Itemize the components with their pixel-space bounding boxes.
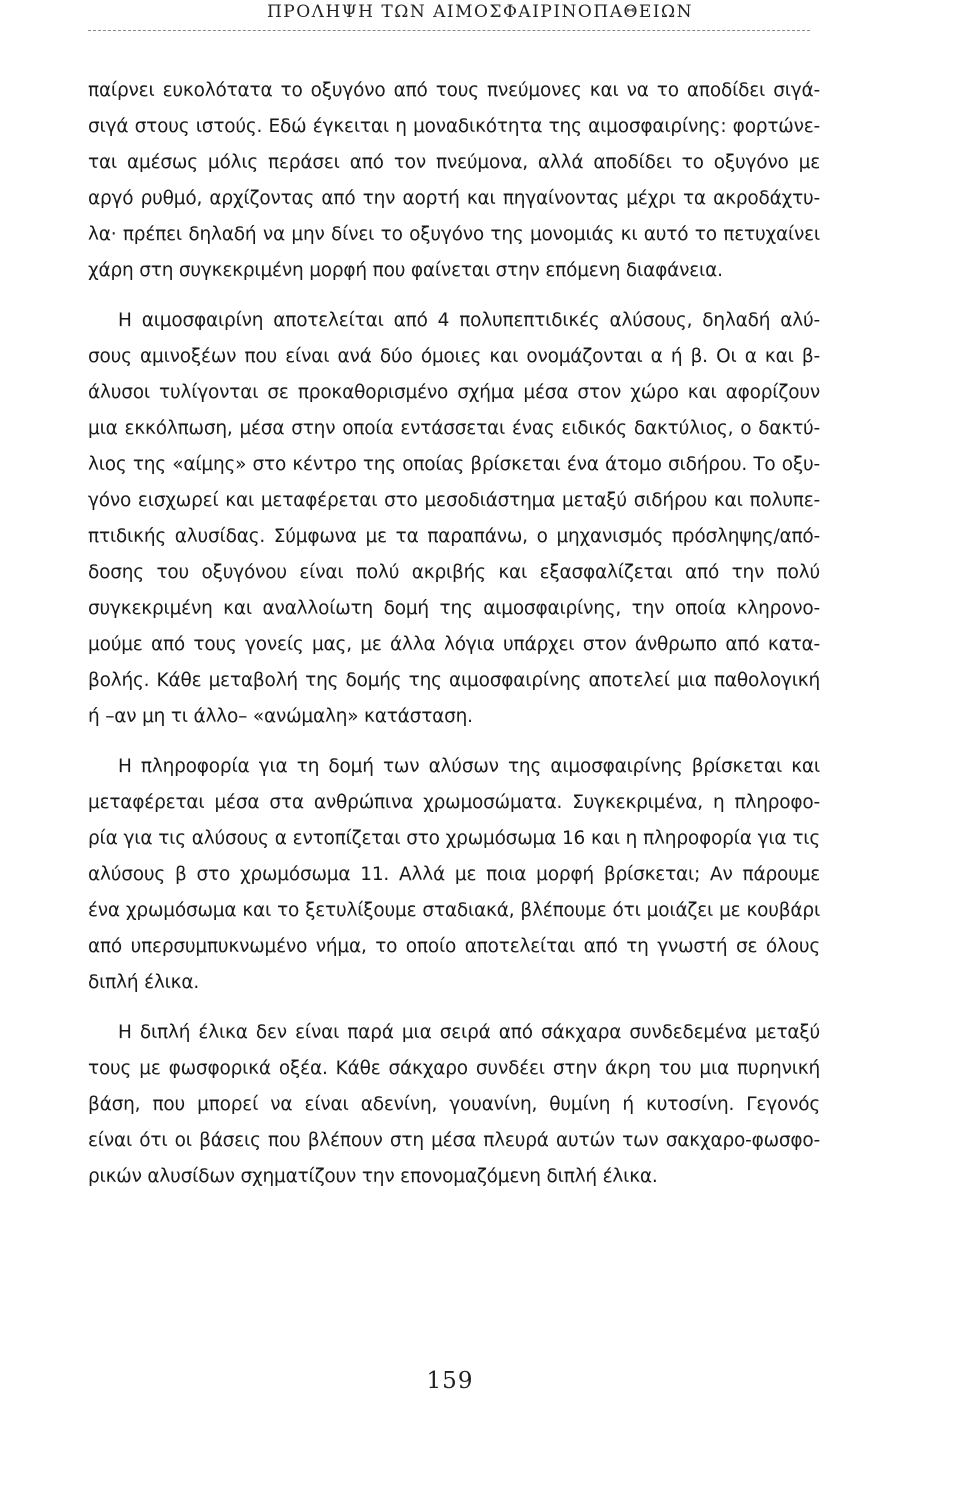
paragraph-1: [88, 73, 820, 289]
text-line: από υπερσυμπυκνωμένο νήμα, το οποίο αποτελείται από τη γνωστή σε όλους: [88, 936, 820, 957]
paragraph-2: [88, 303, 820, 735]
text-line: ρικών αλυσίδων σχηματίζουν την επονομαζόμενη διπλή έλικα.: [88, 1166, 658, 1187]
text-line: παίρνει ευκολότατα το οξυγόνο από τους πνεύμονες και να το αποδίδει σιγά-: [88, 80, 820, 101]
paragraph-4: [88, 1015, 820, 1195]
page-number: 159: [426, 1368, 474, 1394]
paragraph-gap: [88, 1001, 820, 1015]
text-line: βολής. Κάθε μεταβολή της δομής της αιμοσφαιρίνης αποτελεί μια παθολογική: [88, 670, 820, 691]
text-line: Η διπλή έλικα δεν είναι παρά μια σειρά από σάκχαρα συνδεδεμένα μεταξύ: [118, 1022, 820, 1043]
text-line: πτιδικής αλυσίδας. Σύμφωνα με τα παραπάνω, ο μηχανισμός πρόσληψης/από-: [88, 526, 820, 547]
text-line: αλύσους β στο χρωμόσωμα 11. Αλλά με ποια μορφή βρίσκεται; Αν πάρουμε: [88, 864, 820, 885]
text-line: βάση, που μπορεί να είναι αδενίνη, γουανίνη, θυμίνη ή κυτοσίνη. Γεγονός: [88, 1094, 820, 1115]
text-line: λιος της «αίμης» στο κέντρο της οποίας βρίσκεται ένα άτομο σιδήρου. Το οξυ-: [88, 454, 820, 475]
text-line: συγκεκριμένη και αναλλοίωτη δομή της αιμοσφαιρίνης, την οποία κληρονο-: [88, 598, 820, 619]
header-rule: [88, 30, 810, 31]
text-line: διπλή έλικα.: [88, 972, 200, 993]
paragraph-gap: [88, 735, 820, 749]
text-line: είναι ότι οι βάσεις που βλέπουν στη μέσα πλευρά αυτών των σακχαρο-φωσφο-: [88, 1130, 820, 1151]
text-line: γόνο εισχωρεί και μεταφέρεται στο μεσοδιάστημα μεταξύ σιδήρου και πολυπε-: [88, 490, 820, 511]
text-line: άλυσοι τυλίγονται σε προκαθορισμένο σχήμα μέσα στον χώρο και αφορίζουν: [88, 382, 820, 403]
text-line: σους αμινοξέων που είναι ανά δύο όμοιες και ονομάζονται α ή β. Οι α και β-: [88, 346, 820, 367]
text-line: λα· πρέπει δηλαδή να μην δίνει το οξυγόνο της μονομιάς κι αυτό το πετυχαίνει: [88, 224, 820, 245]
text-line: σιγά στους ιστούς. Εδώ έγκειται η μοναδικότητα της αιμοσφαιρίνης: φορτώνε-: [88, 116, 820, 137]
text-line: μεταφέρεται μέσα στα ανθρώπινα χρωμοσώματα. Συγκεκριμένα, η πληροφο-: [88, 792, 820, 813]
paragraph-3: [88, 749, 820, 1001]
text-line: χάρη στη συγκεκριμένη μορφή που φαίνεται στην επόμενη διαφάνεια.: [88, 260, 723, 281]
body-text: [88, 73, 820, 1195]
text-line: αργό ρυθμό, αρχίζοντας από την αορτή και πηγαίνοντας μέχρι τα ακροδάχτυ-: [88, 188, 820, 209]
text-line: ένα χρωμόσωμα και το ξετυλίξουμε σταδιακά, βλέπουμε ότι μοιάζει με κουβάρι: [88, 900, 820, 921]
running-header: ΠΡΟΛΗΨΗ ΤΩΝ ΑΙΜΟΣΦΑΙΡΙΝΟΠΑΘΕΙΩΝ: [266, 2, 694, 22]
text-line: Η αιμοσφαιρίνη αποτελείται από 4 πολυπεπτιδικές αλύσους, δηλαδή αλύ-: [118, 310, 820, 331]
text-line: μούμε από τους γονείς μας, με άλλα λόγια υπάρχει στον άνθρωπο από κατα-: [88, 634, 820, 655]
text-line: Η πληροφορία για τη δομή των αλύσων της αιμοσφαιρίνης βρίσκεται και: [118, 756, 820, 777]
text-line: ή –αν μη τι άλλο– «ανώμαλη» κατάσταση.: [88, 706, 473, 727]
text-line: ται αμέσως μόλις περάσει από τον πνεύμονα, αλλά αποδίδει το οξυγόνο με: [88, 152, 820, 173]
text-line: μια εκκόλπωση, μέσα στην οποία εντάσσεται ένας ειδικός δακτύλιος, ο δακτύ-: [88, 418, 820, 439]
text-line: τους με φωσφορικά οξέα. Κάθε σάκχαρο συνδέει στην άκρη του μια πυρηνική: [88, 1058, 820, 1079]
text-line: ρία για τις αλύσους α εντοπίζεται στο χρωμόσωμα 16 και η πληροφορία για τις: [88, 828, 820, 849]
text-line: δοσης του οξυγόνου είναι πολύ ακριβής και εξασφαλίζεται από την πολύ: [88, 562, 820, 583]
paragraph-gap: [88, 289, 820, 303]
